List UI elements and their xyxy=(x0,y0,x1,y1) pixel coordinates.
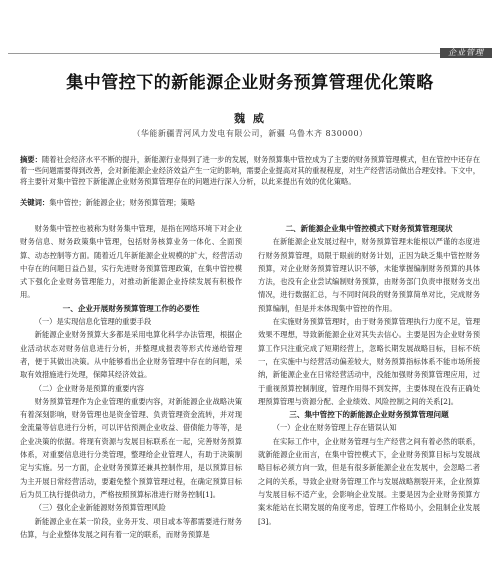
paragraph-1-2: 财务预算管理作为企业管理的重要内容，对新能源企业战略决策有着深刻影响，财务管理也是资金管理、负责管理资金流转，并对现金流量等信息进行分析，可以评估预测企业收益、借债能力等等，是企业决策的依据。将现有资源与发展目标联系在一起，完善财务预算体系，对重要信息进行分类管理，整理给企业管理人，有助于决策制定与实施。另一方面，企业财务预算还兼具控制作用，是以预算目标为主开展日常经营活动，要避免整个预算管理过程，在确定预算目标后为员工执行提供动力，严格按照预算标准进行财务控制[1]。 xyxy=(20,396,242,499)
keywords xyxy=(20,197,480,208)
paragraph-3-1: 在实际工作中，企业财务管理与生产经营之间有着必然的联系，就新能源企业而言，在集中管控模式下，企业财务预算目标与发展战略目标必须方向一致，但是有很多新能源企业在发展中，会忽略二者之间的关系，导致企业财务管理工作与发展战略割裂开来，企业预算与发展目标不适产业，会影响企业发展。主要是因为企业财务预算方案未能站在长期发展的角度考虑，管理工作格局小，会阻制企业发展[3]。 xyxy=(258,436,480,526)
paper-title: 集中管控下的新能源企业财务预算管理优化策略 xyxy=(66,73,434,93)
abstract-label: 摘要： xyxy=(20,155,42,164)
paragraph-2-1: 在新能源企业发展过程中，财务预算管理未能根以严谨的态度进行财务预算管理，局限于眼前的财务计划，正因为缺乏集中管控财务预算，对企业财务预算管理认识不够，未能掌握编制财务预算的具体方法，也没有企业尝试编制财务预算，由财务部门负责申报财务支出情况，进行数据汇总，与不同时间段的财务预算简单对比，完成财务预算编制，但是并未体现集中管控的作用。 xyxy=(258,237,480,313)
keywords-label: 关键词： xyxy=(20,198,50,207)
section-tag: 企业管理 xyxy=(440,48,492,58)
abstract xyxy=(20,154,480,187)
section-heading-3: 三、集中管控下的新能源企业财务预算管理问题 xyxy=(289,410,449,420)
section-heading-2: 二、新能源企业集中管控模式下财务预算管理现状 xyxy=(285,224,453,233)
section-heading-1: 一、企业开展财务预算管理工作的必要性 xyxy=(62,303,200,313)
intro-paragraph: 财务集中管控也被称为财务集中管理，是指在网络环境下对企业财务信息、财务政策集中管理，包括财务核算业务一体化、全面预算、动态控制等方面。随着近几年新能源企业规模的扩大，经营活动中存在的问题日益凸显，实行先进财务预算管理政策，在集中管控模式下强化企业财务管理能力，对推动新能源企业持续发展有积极作用。 xyxy=(20,224,242,300)
paper-author: 魏 威 xyxy=(234,112,266,125)
subsection-heading-1-1: （一）是实现信息化管理的重要手段 xyxy=(34,317,152,327)
paragraph-1-1: 新能源企业财务预算大多都是采用电算化科学办法管理，根据企业活动状态对财务信息进行分析，并整理成报表等形式传递给管理者，便于其做出决策。从中能够看出企业财务管理中存在的问题，采取有效措施进行处理，保障其经济效益。 xyxy=(20,330,242,380)
paragraph-2-2: 在实施财务预算管理时，由于财务预算管理执行力度不足，管理效果不理想，导致新能源企业对其失去信心。主要是因为企业财务预算工作只注重完成了短期经营上，忽略长期发展战略目标，目标不统一，在实施中与经营活动偏差较大，财务预算指标体系不能市场所接纳，新能源企业在日常经营活动中，没能加强财务预算管理应用，过于重视预算控制制度，管理作用得不到发挥，主要体现在没有正确处理预算管理与资源分配、企业绩效、风险控制之间的关系[2]。 xyxy=(258,317,480,406)
paragraph-1-3: 新能源企业在某一阶段，业务开发、项目或本等都需要进行财务估算，与企业整体发展之间有着一定的联系，而财务预算是 xyxy=(20,516,242,539)
abstract-text: 随着社会经济水平不断的提升，新能源行业得到了进一步的发展，财务预算集中管控成为了主要的财务预算管理模式，但在管控中还存在着一些问题需要得到改善，会对新能源企业经济效益产生一定的影响，需要企业提高对其的重视程度，对生产经营活动做出合理安排。下文中，将主要针对集中管控下新能源企业财务预算管理存在的问题进行深入分析，以此来提出有效的优化策略。 xyxy=(20,155,480,186)
left-column xyxy=(20,222,242,541)
section-header xyxy=(0,48,500,58)
keywords-text: 集中管控；新能源企业；财务预算管理；策略 xyxy=(49,198,196,207)
header-rule xyxy=(8,53,492,54)
paper-affiliation: （华能新疆青河风力发电有限公司，新疆 乌鲁木齐 830000） xyxy=(132,129,368,138)
subsection-heading-3-1: （一）企业在财务管理上存在错误认知 xyxy=(272,423,397,433)
right-column xyxy=(258,222,480,528)
subsection-heading-1-3: （三）强化企业新能源财务预算管理风险 xyxy=(34,503,166,513)
subsection-heading-1-2: （二）企业财务是预算的重要内容 xyxy=(34,383,145,393)
